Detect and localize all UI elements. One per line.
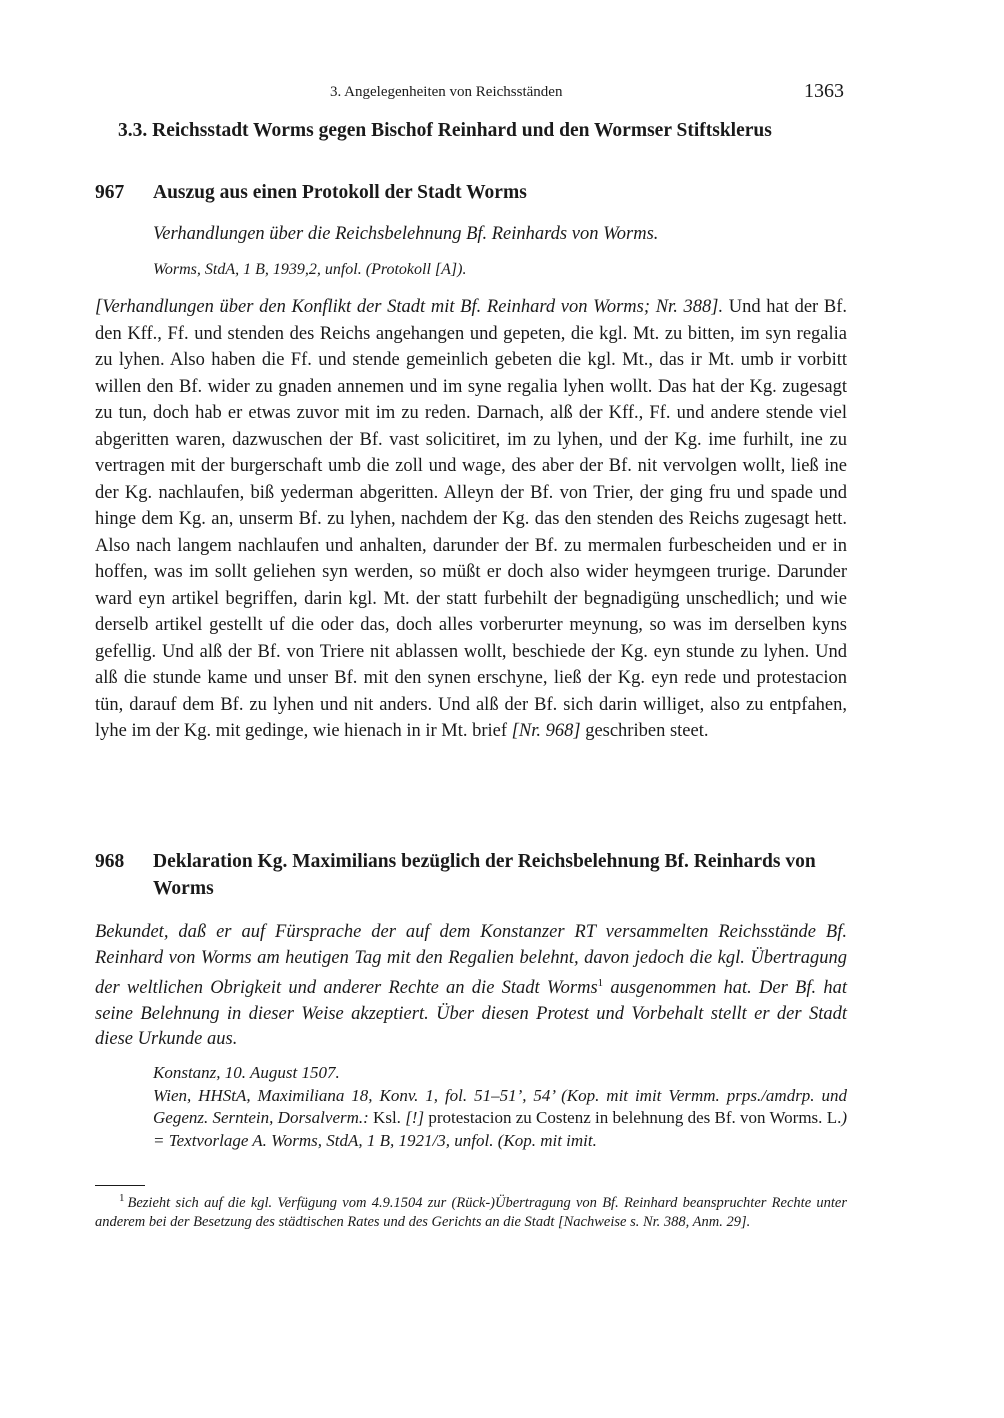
doc-967-text-main: Und hat der Bf. den Kff., Ff. und stenden des Reichs angehangen und gepeten, die kgl. Mt. zu bitten, im syn regalia zu lyhen. Also haben die Ff. und stende gemeinlich gebeten die kgl. Mt., das ir Mt. umb ir vorbitt willen den Bf. wider zu gnaden annemen und im syne regalia lyhen wollt. Das hat der Kg. zugesagt zu tun, doch hab er etwas zuvor mit im zu reden. Darnach, alß der Kff., Ff. und andere stende viel abgeritten waren, dazwuschen der Bf. vast solicitiret, im zu lyhen, und der Kg. ime furhilt, ine zu vertragen mit der burgerschaft umb die zoll und wage, des aber der Bf. nit vervolgen wollt, ließ ine der Kg. nachlaufen, biß yederman abgeritten. Alleyn der Bf. von Trier, der ging fru und spade und hinge dem Kg. an, unserm Bf. zu lyhen, nachdem der Kg. das den stenden des Reichs zugesagt hett. Also nach langem nachlaufen und anhalten, darunder der Bf. zu mermalen furbescheiden und er in hoffen, was im sollt geliehen syn werden, so müßt er doch also wider heymgeen trurige. Darunder ward eyn artikel begriffen, darin kgl. Mt. der statt furbehilt der begnadigüng unschedlich; und wie derselb artikel gestellt uf die oder das, doch alles vorberurter meynung, so was im derselben kyns gefellig. Und alß der Bf. von Triere nit ablassen wollt, beschiede der Kg. eyn stunde zu lyhen. Und alß die stunde kame und unser Bf. mit den synen erschyne, ließ der Kg. eyn rede und protestacion tün, darauf dem Bf. zu lyhen und nit anders. Und alß der Bf. sich darin williget, also zu entpfahen, lyhe im der Kg. mit gedinge, wie hienach in ir Mt. brief (95, 297, 847, 741)
doc-967-text-ref: [Nr. 968] (511, 721, 581, 741)
footnote-rule (95, 1185, 145, 1186)
doc-968-source-c: [!] (405, 1108, 425, 1127)
footnote-ref-1: 1 (597, 977, 604, 989)
doc-968-title: Deklaration Kg. Maximilians bezüglich der Reichsbelehnung Bf. Reinhards von Worms (153, 851, 816, 899)
doc-967-text-end: geschriben steet. (580, 721, 709, 741)
running-title: 3. Angelegenheiten von Reichsständen (330, 84, 563, 100)
doc-967-title: Auszug aus einen Protokoll der Stadt Worms (153, 182, 527, 203)
doc-968-number: 968 (95, 851, 125, 872)
doc-968-source (153, 1085, 847, 1153)
doc-967-text (95, 294, 847, 745)
doc-968-meta (153, 1062, 847, 1152)
running-head (0, 80, 1004, 108)
doc-967-summary: Verhandlungen über die Reichsbelehnung Bf. Reinhards von Worms. (153, 224, 659, 244)
doc-968-source-d: protestacion zu Costenz in belehnung des Bf. von Worms. L. (424, 1108, 842, 1127)
doc-968-regest (95, 920, 847, 1053)
doc-968-regest-a: Bekundet, daß er auf Fürsprache der auf dem Konstanzer RT versammelten Reichsstände Bf. Reinhard von Worms am heutigen Tag mit den Regalien belehnt, davon jedoch die kgl. Übertragung der weltlichen Obrigkeit und anderer Rechte an die Stadt Worms (95, 922, 847, 999)
footnote-1 (95, 1189, 847, 1232)
footnote-mark: 1 (119, 1192, 125, 1204)
page-number: 1363 (804, 80, 844, 102)
footnote-text: Bezieht sich auf die kgl. Verfügung vom 4.9.1504 zur (Rück-)Übertragung von Bf. Reinhard beanspruchter Rechte unter anderem bei der Besetzung des städtischen Rates und des Gerichts an die Stadt [Nachweise s. Nr. 388, Anm. 29]. (95, 1194, 847, 1230)
section-heading: 3.3. Reichsstadt Worms gegen Bischof Reinhard und den Wormser Stiftsklerus (118, 120, 772, 141)
doc-968-place-date: Konstanz, 10. August 1507. (153, 1063, 340, 1082)
doc-967-source: Worms, StdA, 1 B, 1939,2, unfol. (Protokoll [A]). (153, 261, 467, 278)
doc-968-source-a: Wien, HHStA, Maximiliana 18, Konv. 1, fol. 51–51’, 54’ (Kop. mit imit Vermm. prps./amdrp. und Gegenz. Serntein, Dorsalverm.: (153, 1085, 847, 1127)
doc-967-number: 967 (95, 182, 125, 203)
doc-968-source-b: Ksl. (368, 1108, 406, 1127)
doc-967-text-intro: [Verhandlungen über den Konflikt der Stadt mit Bf. Reinhard von Worms; Nr. 388]. (95, 297, 724, 317)
doc-968-source-e: ) = Textvorlage A. Worms, StdA, 1 B, 1921/3, unfol. (Kop. mit imit. (153, 1108, 847, 1150)
doc-968-regest-b: ausgenommen hat. Der Bf. hat seine Belehnung in dieser Weise akzeptiert. Über diesen Protest und Vorbehalt stellt er der Stadt diese Urkunde aus. (95, 978, 847, 1050)
